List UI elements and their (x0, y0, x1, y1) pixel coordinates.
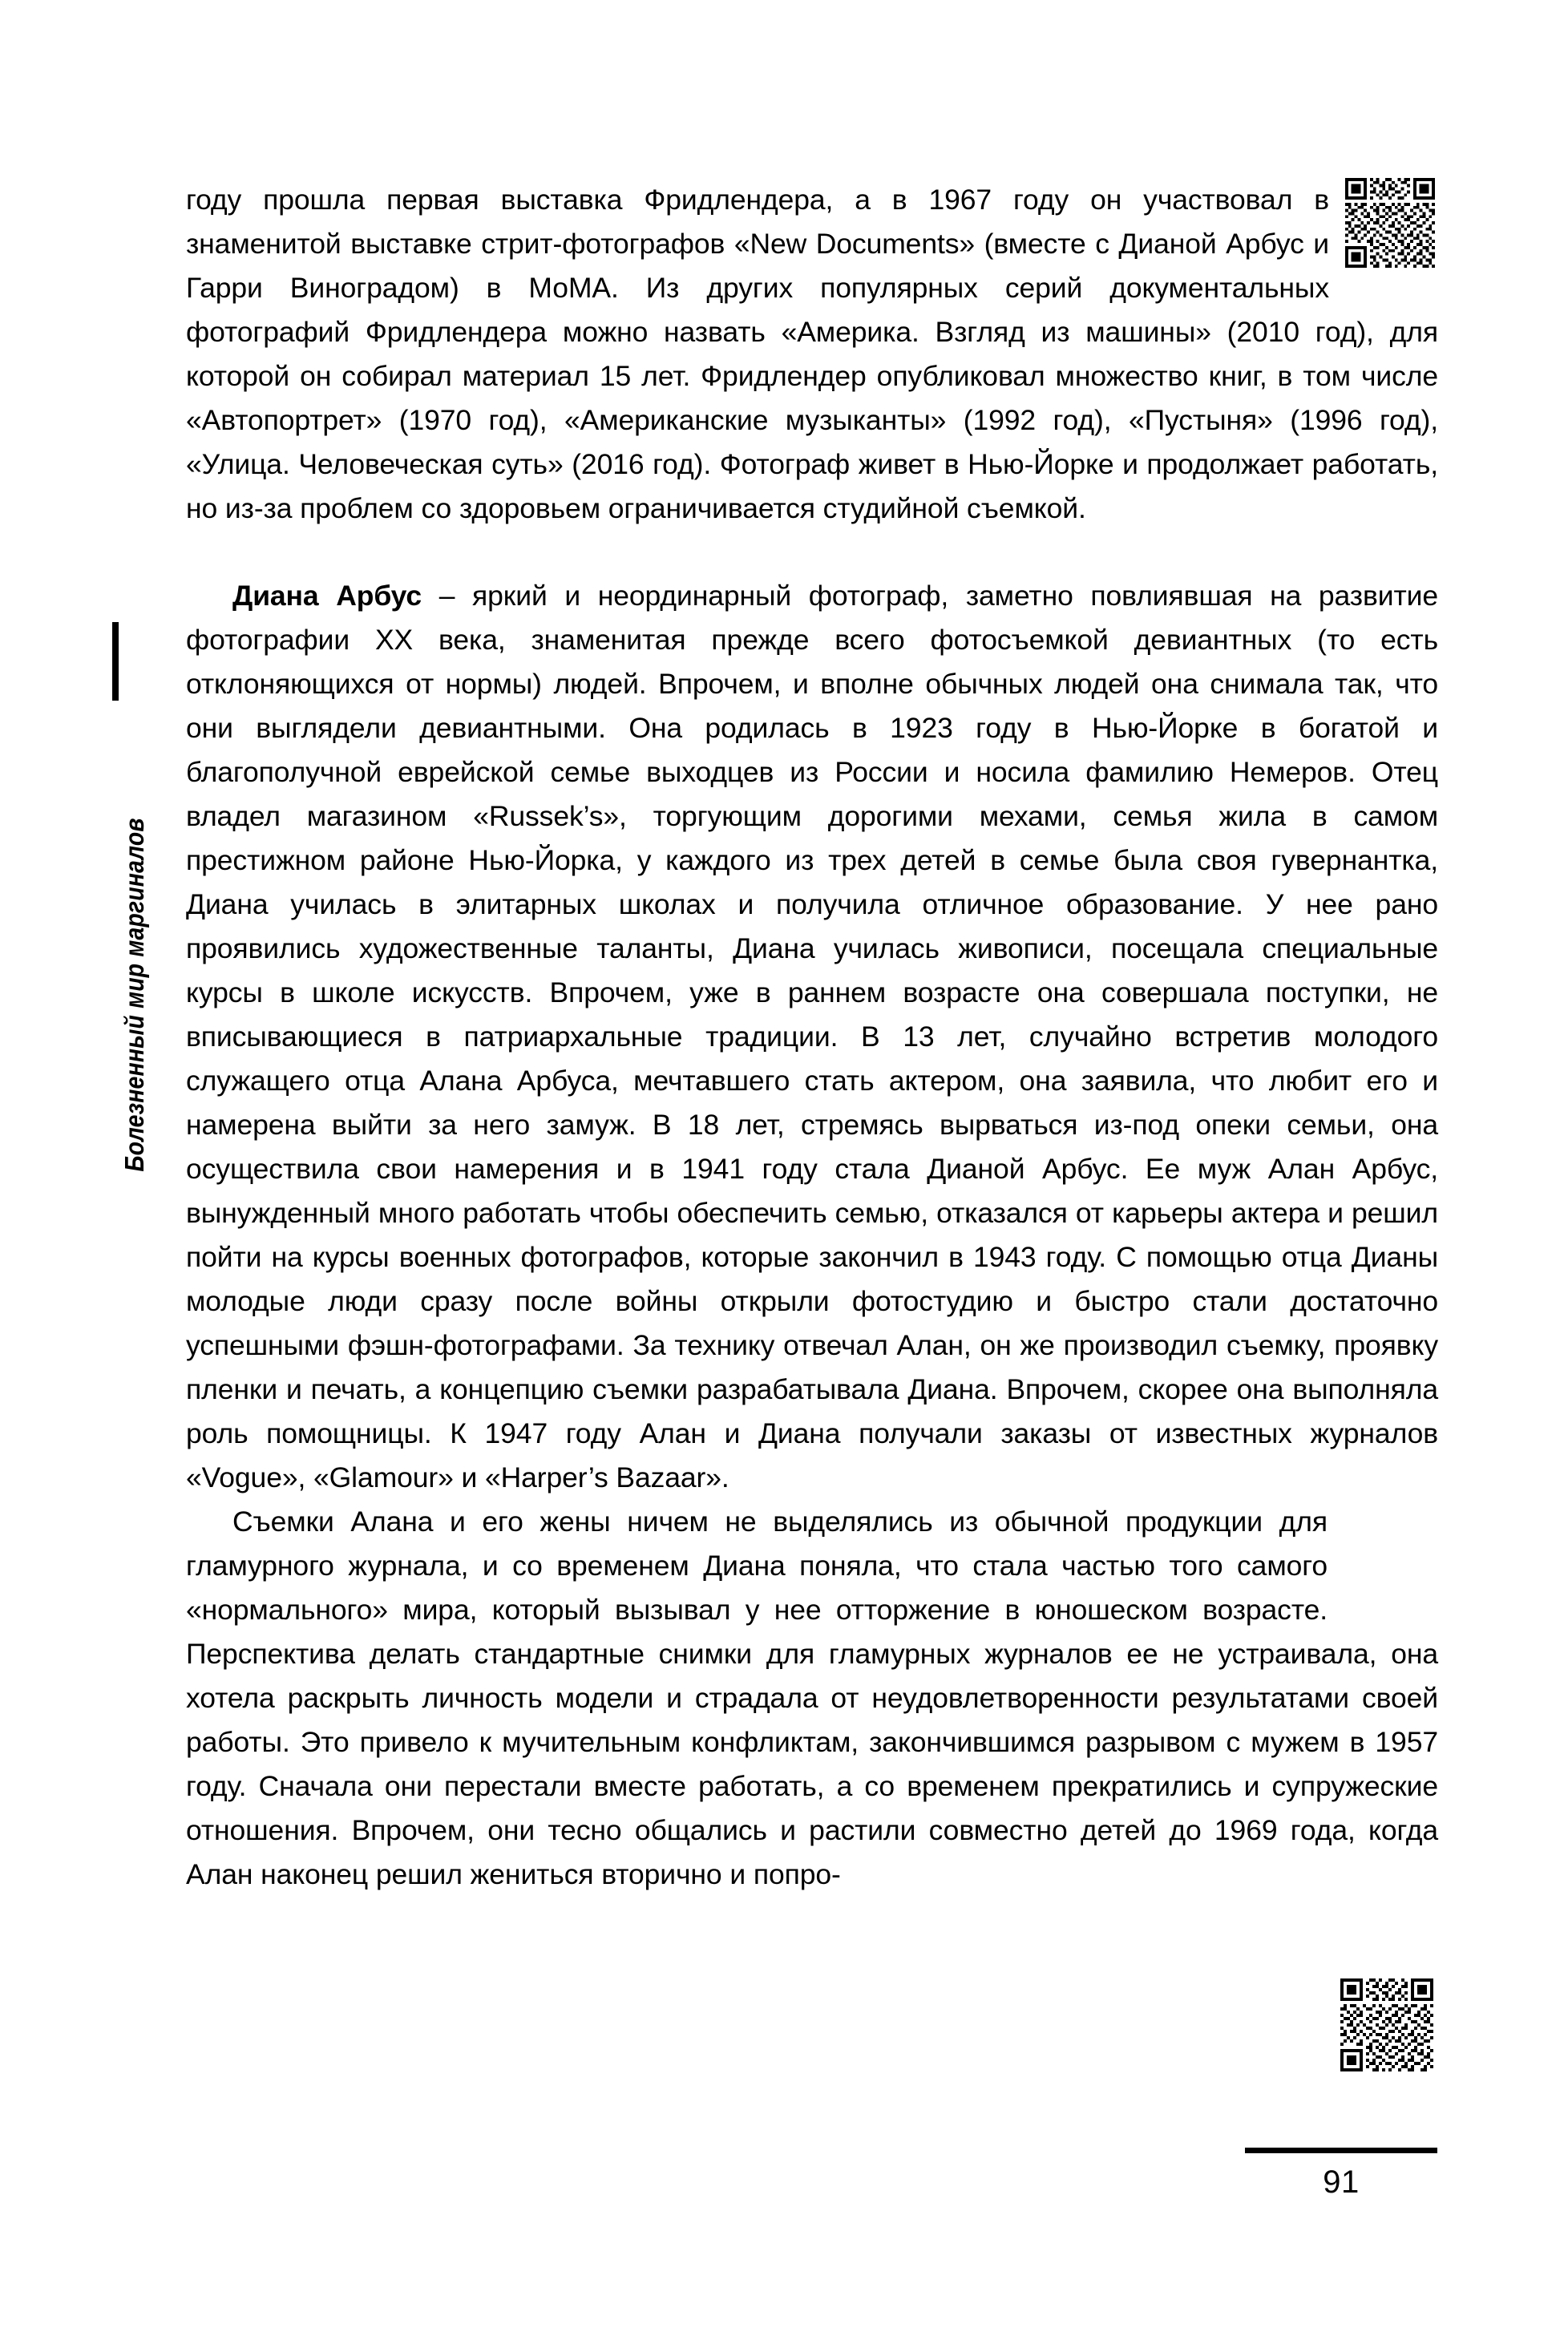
sidebar-rule (112, 622, 119, 701)
text-column (186, 178, 1438, 1897)
page-number: 91 (1323, 2164, 1360, 2200)
running-head-label: Болезненный мир маргиналов (119, 818, 149, 1172)
qr-code-icon (1340, 1978, 1433, 2071)
paragraph-arbus-bio-text: – яркий и неординарный фотограф, заметно повлиявшая на развитие фотографии XX века, знаменитая прежде всего фотосъемкой девиантных (то есть отклоняющихся от нормы) людей. Впрочем, и вполне обычных людей она снимала так, что они выглядели девиантными. Она родилась в 1923 году в Нью-Йорке в богатой и благополучной еврейской семье выходцев из России и носила фамилию Немеров. Отец владел магазином «Russek’s», торгующим дорогими мехами, семья жила в самом престижном районе Нью-Йорка, у каждого из трех детей в семье была своя гувернантка, Диана училась в элитарных школах и получила отличное образование. У нее рано проявились художественные таланты, Диана училась живописи, посещала специальные курсы в школе искусств. Впрочем, уже в раннем возрасте она совершала поступки, не вписывающиеся в патриархальные традиции. В 13 лет, случайно встретив молодого служащего отца Алана Арбуса, мечтавшего стать актером, она заявила, что любит его и намерена выйти за него замуж. В 18 лет, стремясь вырваться из-под опеки семьи, она осуществила свои намерения и в 1941 году стала Дианой Арбус. Ее муж Алан Арбус, вынужденный много работать чтобы обеспечить семью, отказался от карьеры актера и решил пойти на курсы военных фотографов, которые закончил в 1943 году. С помощью отца Дианы молодые люди сразу после войны открыли фотостудию и быстро стали достаточно успешными фэшн-фотографами. За технику отвечал Алан, он же производил съемку, проявку пленки и печать, а концепцию съемки разрабатывала Диана. Впрочем, скорее она выполняла роль помощницы. К 1947 году Алан и Диана получали заказы от известных журналов «Vogue», «Glamour» и «Harper’s Bazaar». (186, 580, 1439, 1493)
qr-code-top-float (1344, 178, 1438, 268)
qr-code-bottom (1340, 1978, 1433, 2071)
paragraph-friedlander (186, 178, 1438, 531)
paragraph-arbus-bio (186, 574, 1438, 1500)
running-head (87, 553, 183, 1210)
paragraph-arbus-fashion (186, 1500, 1438, 1897)
qr-code-bottom-float (1344, 1503, 1438, 1596)
paragraph-arbus-fashion-text: Съемки Алана и его жены ничем не выделялись из обычной продукции для гламурного журнала, и со временем Диана поняла, что стала частью того самого «нормального» мира, который вызывал у нее отторжение в юношеском возрасте. Перспектива делать стандартные снимки для гламурных журналов ее не устраивала, она хотела раскрыть личность модели и страдала от неудовлетворенности результатами своей работы. Это привело к мучительным конфликтам, закончившимся разрывом с мужем в 1957 году. Сначала они перестали вместе работать, а со временем прекратились и супружеские отношения. Впрочем, они тесно общались и растили совместно детей до 1969 года, когда Алан наконец решил жениться вторично и попро- (186, 1506, 1438, 1890)
qr-code-icon (1344, 178, 1437, 268)
arbus-lead-in: Диана Арбус (232, 580, 422, 612)
footer-rule (1245, 2148, 1437, 2153)
paragraph-friedlander-text: году прошла первая выставка Фридлендера, а в 1967 году он участвовал в знаменитой выставке стрит-фотографов «New Documents» (вместе с Дианой Арбус и Гарри Виноградом) в МоМА. Из других популярных серий документальных фотографий Фридлендера можно назвать «Америка. Взгляд из машины» (2010 год), для которой он собирал материал 15 лет. Фридлендер опубликовал множество книг, в том числе «Автопортрет» (1970 год), «Американские музыканты» (1992 год), «Пустыня» (1996 год), «Улица. Человеческая суть» (2016 год). Фотограф живет в Нью-Йорке и продолжает работать, но из-за проблем со здоровьем ограничивается студийной съемкой. (186, 184, 1438, 524)
